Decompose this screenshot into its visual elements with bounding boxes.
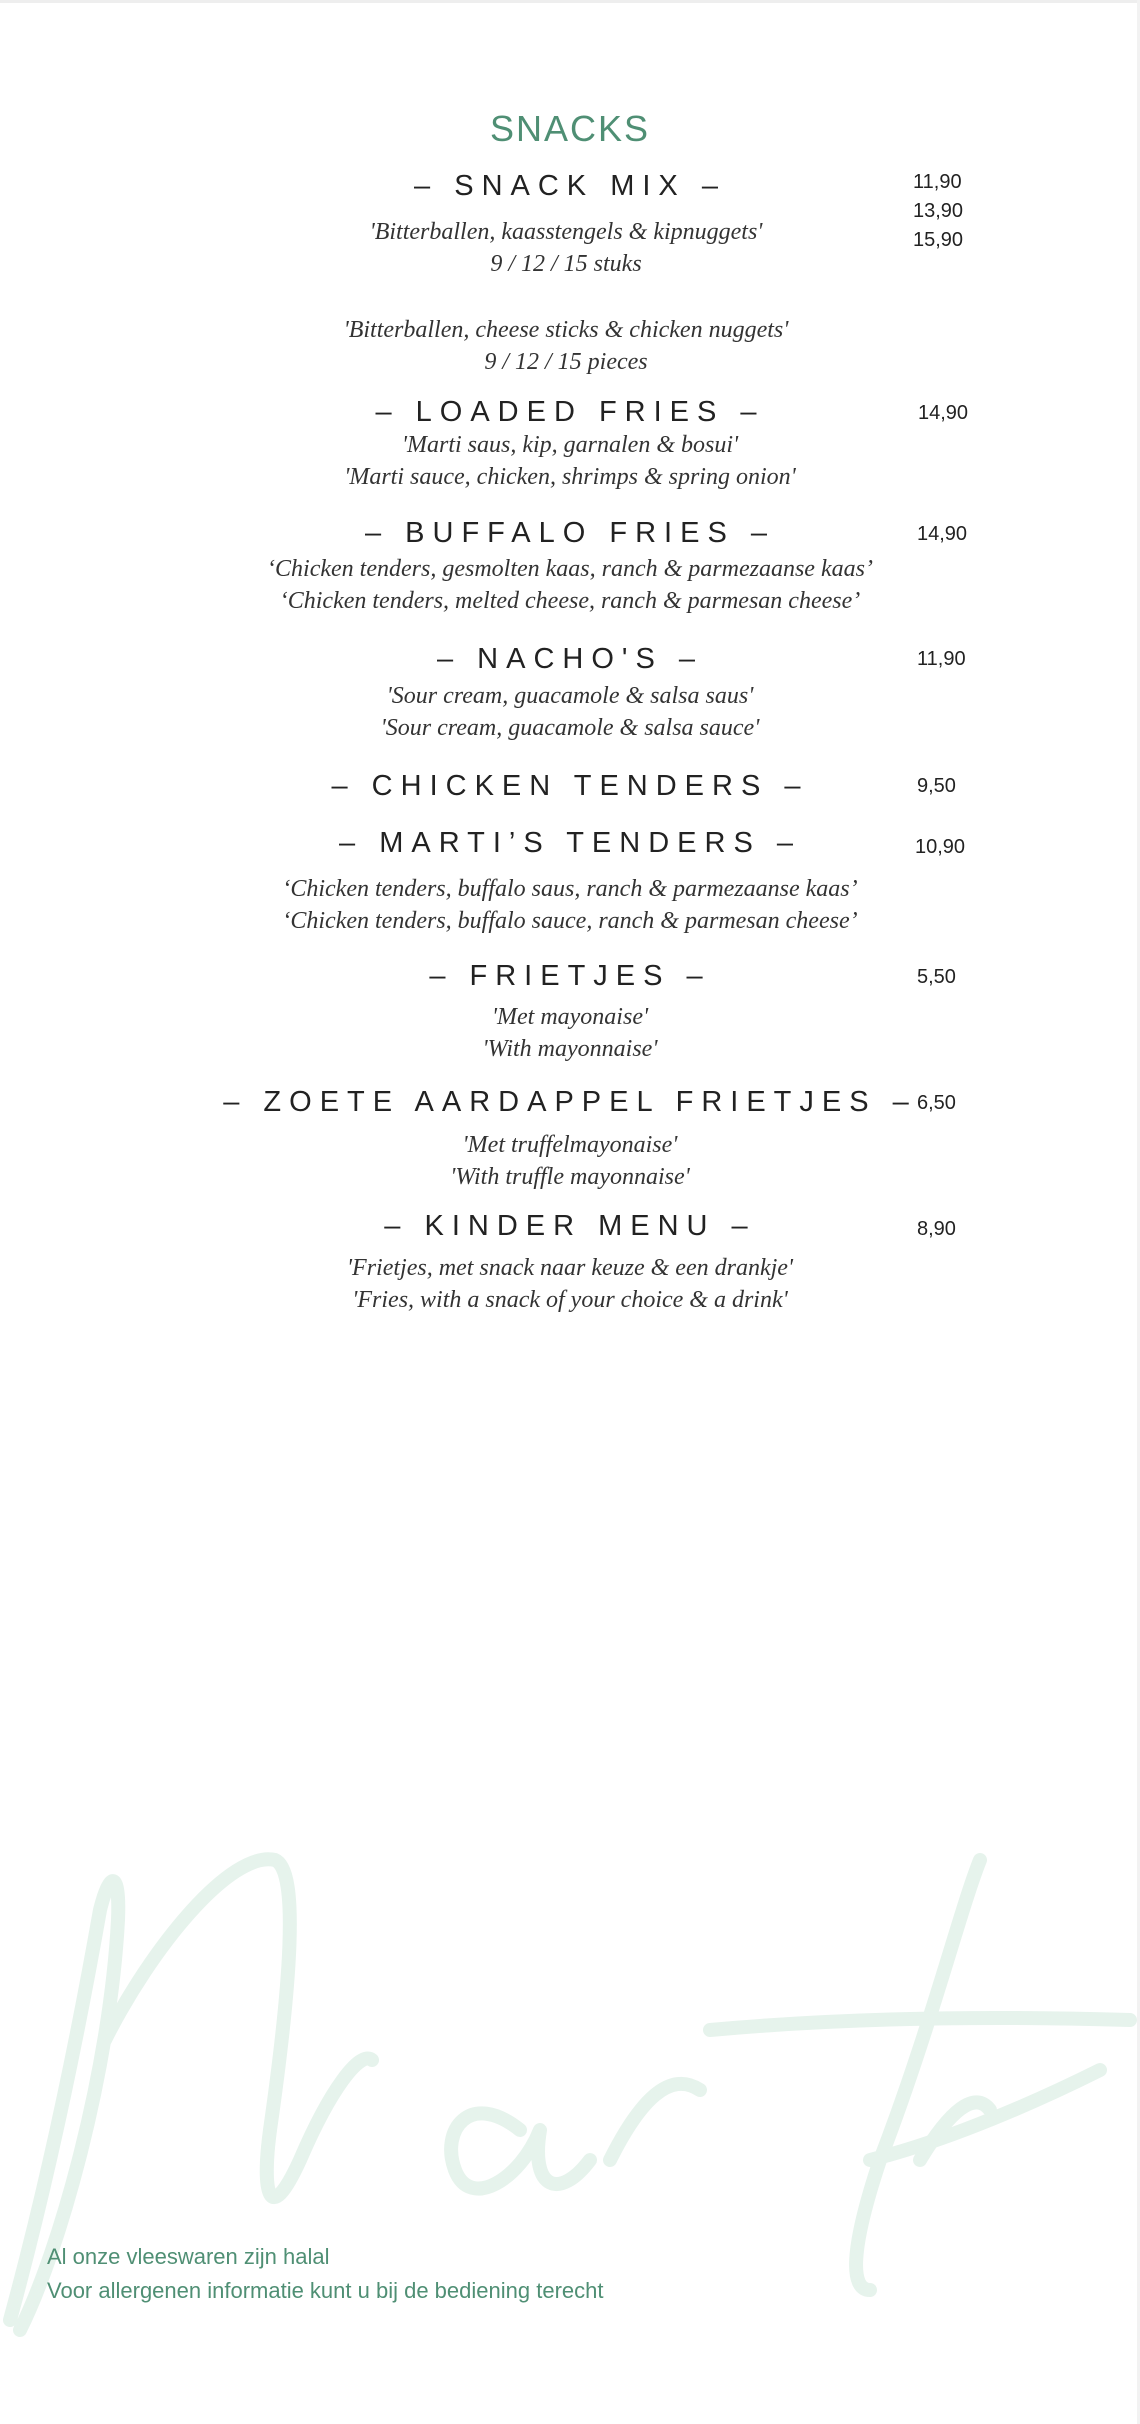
- item-name-buffalo-fries: – BUFFALO FRIES –: [365, 517, 775, 549]
- page-edge-top: [0, 0, 1140, 3]
- item-desc-line: 'With truffle mayonnaise': [450, 1164, 690, 1190]
- item-name-kinder-menu: – KINDER MENU –: [384, 1210, 756, 1242]
- footer-allergen-note: Voor allergenen informatie kunt u bij de bediening terecht: [47, 2278, 604, 2303]
- item-desc-line: 'Fries, with a snack of your choice & a drink': [352, 1287, 788, 1313]
- item-price-chicken-tenders: 9,50: [917, 775, 956, 797]
- item-desc-line: 9 / 12 / 15 stuks: [490, 251, 642, 277]
- item-desc-line: [0, 280, 1136, 314]
- item-desc-line: 9 / 12 / 15 pieces: [484, 349, 648, 375]
- item-desc-frietjes: [0, 1001, 1140, 1065]
- item-desc-line: ‘Chicken tenders, gesmolten kaas, ranch & parmezaanse kaas’: [267, 556, 873, 582]
- item-name-zoete-aardappel-frietjes: – ZOETE AARDAPPEL FRIETJES –: [223, 1086, 917, 1118]
- item-price-kinder-menu: 8,90: [917, 1218, 956, 1240]
- item-desc-line: 'Bitterballen, cheese sticks & chicken nuggets': [343, 317, 789, 343]
- item-name-loaded-fries: – LOADED FRIES –: [375, 396, 765, 428]
- item-name-nachos: – NACHO'S –: [437, 643, 703, 675]
- footer-halal-note: Al onze vleeswaren zijn halal: [47, 2244, 330, 2269]
- item-desc-line: 'Marti sauce, chicken, shrimps & spring onion': [344, 464, 796, 490]
- item-price-frietjes: 5,50: [917, 966, 956, 988]
- item-desc-snack-mix: [0, 216, 1136, 378]
- item-desc-line: ‘Chicken tenders, buffalo saus, ranch & parmezaanse kaas’: [282, 876, 858, 902]
- item-name-chicken-tenders: – CHICKEN TENDERS –: [331, 770, 809, 802]
- section-title: SNACKS: [489, 108, 651, 149]
- footer-notes: [47, 2240, 603, 2308]
- item-price-loaded-fries: 14,90: [918, 402, 969, 424]
- item-price-snack-mix-medium: 13,90: [913, 200, 964, 222]
- item-desc-line: 'Met truffelmayonaise': [462, 1132, 678, 1158]
- item-price-buffalo-fries: 14,90: [917, 523, 968, 545]
- item-price-snack-mix-small: 11,90: [913, 171, 962, 193]
- item-price-martis-tenders: 10,90: [915, 836, 966, 858]
- item-desc-nachos: [0, 680, 1140, 744]
- item-desc-line: ‘Chicken tenders, melted cheese, ranch & parmesan cheese’: [279, 588, 861, 614]
- item-desc-line: 'With mayonnaise': [482, 1036, 658, 1062]
- item-desc-buffalo-fries: [0, 553, 1140, 617]
- item-price-snack-mix-large: 15,90: [913, 229, 964, 251]
- item-desc-line: 'Met mayonaise': [491, 1004, 649, 1030]
- item-desc-line: ‘Chicken tenders, buffalo sauce, ranch & parmesan cheese’: [282, 908, 858, 934]
- item-desc-martis-tenders: [0, 873, 1140, 937]
- item-desc-line: 'Sour cream, guacamole & salsa saus': [386, 683, 754, 709]
- item-desc-line: 'Frietjes, met snack naar keuze & een drankje': [346, 1255, 794, 1281]
- item-desc-line: 'Sour cream, guacamole & salsa sauce': [380, 715, 760, 741]
- item-price-zoete-aardappel-frietjes: 6,50: [917, 1092, 956, 1114]
- item-desc-zoete-aardappel-frietjes: [0, 1129, 1140, 1193]
- item-name-frietjes: – FRIETJES –: [429, 960, 711, 992]
- item-name-snack-mix: – SNACK MIX –: [414, 170, 726, 202]
- item-desc-line: 'Bitterballen, kaasstengels & kipnuggets': [369, 219, 763, 245]
- item-desc-kinder-menu: [0, 1252, 1140, 1316]
- item-name-martis-tenders: – MARTI’S TENDERS –: [339, 827, 801, 859]
- item-price-nachos: 11,90: [917, 648, 966, 670]
- item-desc-line: 'Marti saus, kip, garnalen & bosui': [401, 432, 739, 458]
- item-desc-loaded-fries: [0, 429, 1140, 493]
